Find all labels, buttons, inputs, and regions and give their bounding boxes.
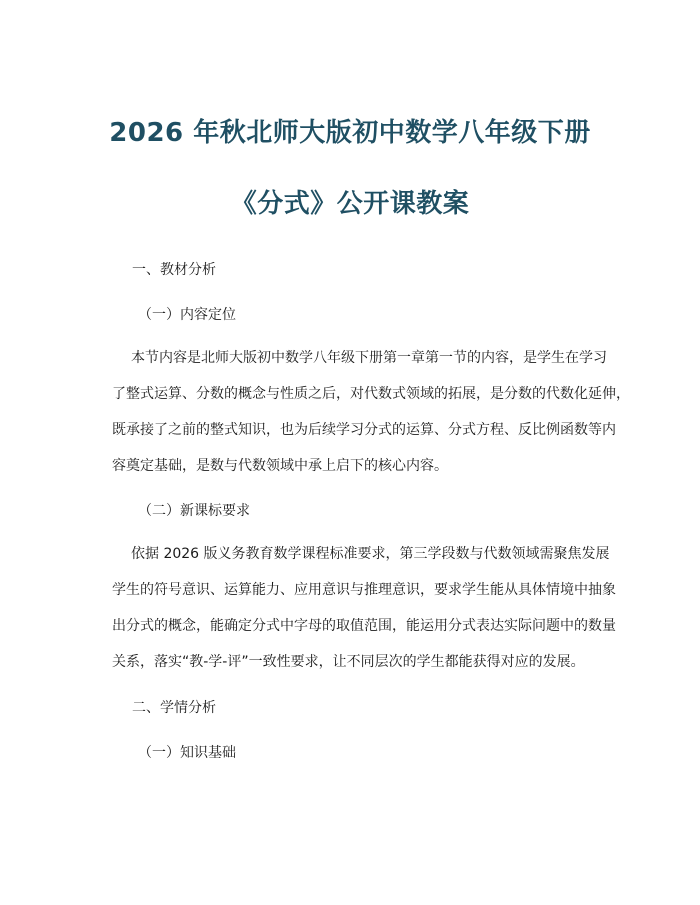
paragraph-line: 学生的符号意识、运算能力、应用意识与推理意识，要求学生能从具体情境中抽象: [112, 582, 616, 598]
subsection-heading-curriculum-requirements: （二）新课标要求: [138, 503, 250, 519]
document-title-line-1: 2026 年秋北师大版初中数学八年级下册: [109, 118, 591, 148]
paragraph-line: 本节内容是北师大版初中数学八年级下册第一章第一节的内容，是学生在学习: [131, 350, 607, 366]
paragraph-curriculum-requirements: [112, 536, 616, 680]
paragraph-line: 容奠定基础，是数与代数领域中承上启下的核心内容。: [112, 458, 448, 474]
section-heading-textbook-analysis: 一、教材分析: [132, 262, 216, 278]
subsection-heading-knowledge-foundation: （一）知识基础: [138, 745, 236, 761]
section-heading-learner-analysis: 二、学情分析: [132, 700, 216, 716]
paragraph-line: 依据 2026 版义务教育数学课程标准要求，第三学段数与代数领域需聚焦发展: [131, 546, 610, 562]
document-title-line-2: 《分式》公开课教案: [230, 189, 470, 219]
paragraph-line: 出分式的概念，能确定分式中字母的取值范围，能运用分式表达实际问题中的数量: [112, 618, 616, 634]
paragraph-line: 了整式运算、分数的概念与性质之后，对代数式领域的拓展，是分数的代数化延伸，: [112, 386, 630, 402]
subsection-heading-content-positioning: （一）内容定位: [138, 307, 236, 323]
paragraph-content-positioning: [112, 340, 630, 484]
paragraph-line: 既承接了之前的整式知识，也为后续学习分式的运算、分式方程、反比例函数等内: [112, 422, 616, 438]
paragraph-line: 关系，落实“教-学-评”一致性要求，让不同层次的学生都能获得对应的发展。: [112, 654, 585, 670]
